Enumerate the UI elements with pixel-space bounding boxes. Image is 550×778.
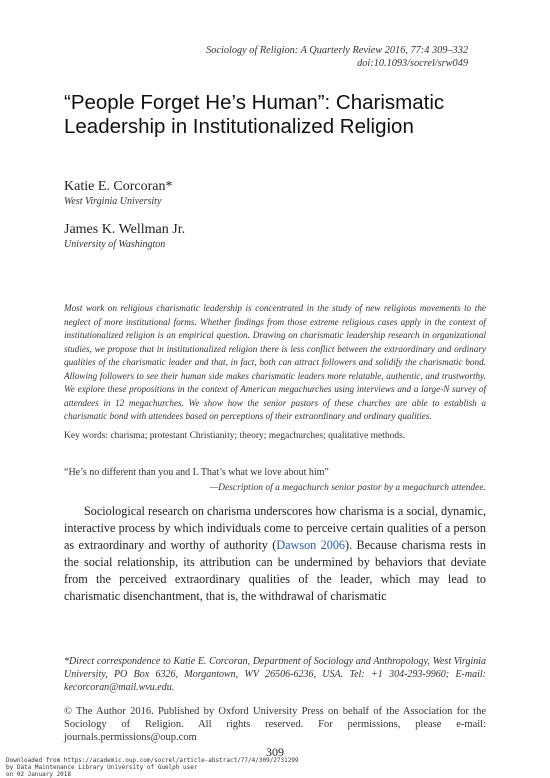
journal-doi: doi:10.1093/socrel/srw049 [357,58,468,69]
body-paragraph [64,503,486,605]
keywords-label: Key words: [64,431,109,441]
body-text-end: ). Because charisma rests in the social relationship, its attribution can be undermined by behaviors that deviate from the perceived extraordinary qualities of the leader, which may lead to charismatic disenchantment, that is, the withdrawal of charismatic [64,538,486,603]
journal-citation: Sociology of Religion: A Quarterly Review 2016, 77:4 309–332 [206,45,468,56]
author-name: Katie E. Corcoran* [64,179,173,194]
epigraph-quote: “He’s no different than you and I. That’s what we love about him” [64,467,329,478]
author-name: James K. Wellman Jr. [64,222,186,237]
article-title-line-2: Leadership in Institutionalized Religion [64,115,414,138]
page-number: 309 [266,745,284,759]
copyright-notice: © The Author 2016. Published by Oxford University Press on behalf of the Association for the Sociology of Religion. All rights reserved. For permissions, please e-mail: journals.permissions@oup.com [64,706,486,743]
author-affiliation: University of Washington [64,239,166,250]
body-text-start: Sociological research on charisma underscores how charisma is a social, dynamic, interactive process by which individuals come to perceive certain qualities of a person as extraordinary and worthy of authority ( [64,504,486,552]
article-title-line-1: “People Forget He’s Human”: Charismatic [64,91,445,114]
download-stamp [6,757,299,778]
author-affiliation: West Virginia University [64,196,162,207]
abstract: Most work on religious charismatic leadership is concentrated in the study of new religious movements to the neglect of more institutional forms. Whether findings from those extreme religious cases apply in the context of institutionalized religion is an empirical question. Drawing on charismatic leadership research in organizational studies, we propose that in institutionalized religion there is less conflict between the extraordinary and ordinary qualities of the charismatic leader and that, in fact, both can attract followers and solidify the charismatic bond. Allowing followers to see their human side makes charismatic leaders more relatable, authentic, and trustworthy. We explore these propositions in the context of American megachurches using interviews and a large-N survey of attendees in 12 megachurches. We show how the senior pastors of these churches are able to establish a charismatic bond with attendees based on perceptions of their extraordinary and ordinary qualities. [64,303,486,421]
download-line-2: by Data Maintenance Library University of Guelph user [6,764,198,771]
download-line-1: Downloaded from https://academic.oup.com/socrel/article-abstract/77/4/309/2731299 [6,757,299,764]
keywords-text: charisma; protestant Christianity; theory; megachurches; qualitative methods. [110,431,406,441]
article-title [64,91,494,139]
correspondence-footnote: *Direct correspondence to Katie E. Corcoran, Department of Sociology and Anthropology, West Virginia University, PO Box 6326, Morgantown, WV 26506-6236, USA. Tel: +1 304-293-9960; E-mail: kecorcoran@mail.wvu.edu. [64,656,486,693]
journal-header [206,44,468,70]
citation-link[interactable]: Dawson 2006 [276,538,346,552]
download-line-3: on 02 January 2018 [6,771,72,778]
epigraph-source: —Description of a megachurch senior pastor by a megachurch attendee. [209,483,486,493]
keywords [64,431,486,441]
